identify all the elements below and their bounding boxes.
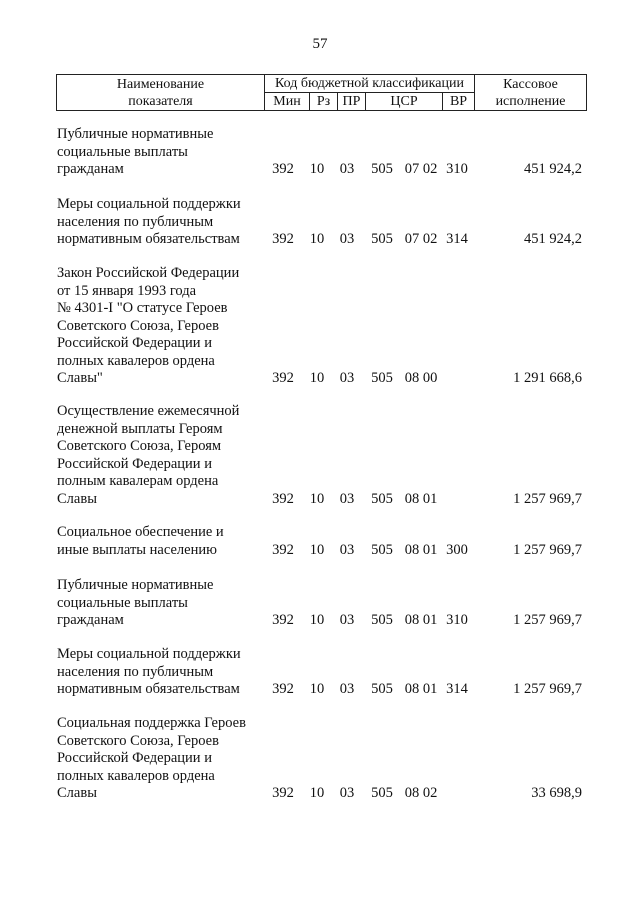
row-csr-program: 505 <box>371 541 393 558</box>
row-name-line: № 4301-I "О статусе Героев <box>57 300 228 316</box>
row-vr-code: 314 <box>446 231 468 247</box>
row-name-line: Публичные нормативные <box>57 577 214 593</box>
row-pr-code: 03 <box>339 161 355 177</box>
row-min-code: 392 <box>272 681 294 697</box>
row-name-line: гражданам <box>57 612 124 628</box>
row-csr-program: 505 <box>371 231 393 247</box>
row-amount: 33 698,9 <box>531 785 582 801</box>
row-name-line: денежной выплаты Героям <box>57 420 223 437</box>
row-csr-item: 08 01 <box>404 681 438 697</box>
row-min-code: 392 <box>272 231 294 247</box>
row-csr-program: 505 <box>371 490 393 507</box>
row-csr-program: 505 <box>371 370 393 386</box>
row-vr-code: 314 <box>446 681 468 697</box>
row-name-line: Меры социальной поддержки <box>57 646 241 662</box>
row-name-line: гражданам <box>57 161 124 177</box>
row-vr-code: 300 <box>446 541 468 558</box>
row-rz-code: 10 <box>309 231 325 247</box>
row-vr-code: 310 <box>446 161 468 177</box>
row-name-line: Социальное обеспечение и <box>57 524 224 540</box>
row-csr-program: 505 <box>371 681 393 697</box>
header-amount-line-1: Кассовое <box>503 76 558 92</box>
row-pr-code: 03 <box>339 231 355 247</box>
row-rz-code: 10 <box>309 785 325 801</box>
row-amount: 1 257 969,7 <box>513 612 582 628</box>
row-csr-program: 505 <box>371 161 393 177</box>
row-name-line: Советского Союза, Героев <box>57 732 219 749</box>
row-name-line: социальные выплаты <box>57 143 188 160</box>
row-name-line: населения по публичным <box>57 213 214 230</box>
row-min-code: 392 <box>272 370 294 386</box>
header-csr: ЦСР <box>366 93 443 111</box>
row-amount: 1 257 969,7 <box>513 681 582 697</box>
row-csr-item: 07 02 <box>404 161 438 177</box>
row-pr-code: 03 <box>339 785 355 801</box>
header-vr: ВР <box>443 93 475 111</box>
row-name-line: социальные выплаты <box>57 594 188 611</box>
row-name-line: Меры социальной поддержки <box>57 196 241 212</box>
row-name-line: Закон Российской Федерации <box>57 265 240 281</box>
row-csr-item: 08 02 <box>404 785 438 801</box>
row-pr-code: 03 <box>339 370 355 386</box>
header-min: Мин <box>265 93 310 111</box>
header-rz: Рз <box>310 93 338 111</box>
row-amount: 451 924,2 <box>524 161 582 177</box>
row-rz-code: 10 <box>309 681 325 697</box>
row-min-code: 392 <box>272 490 294 507</box>
row-pr-code: 03 <box>339 612 355 628</box>
header-amount-column <box>475 75 587 111</box>
row-csr-item: 08 00 <box>404 370 438 386</box>
row-min-code: 392 <box>272 612 294 628</box>
row-name-line: полных кавалеров ордена <box>57 767 215 784</box>
row-name-line: полных кавалеров ордена <box>57 352 215 369</box>
row-amount: 1 257 969,7 <box>513 541 582 558</box>
table-header <box>56 74 587 111</box>
row-name-line: полным кавалерам ордена <box>57 473 219 489</box>
row-min-code: 392 <box>272 785 294 801</box>
row-vr-code: 310 <box>446 612 468 628</box>
row-name-line: Советского Союза, Героям <box>57 438 222 454</box>
row-rz-code: 10 <box>309 370 325 386</box>
page-number: 57 <box>312 36 328 52</box>
row-name-line: Славы" <box>57 370 103 386</box>
header-name-column <box>57 75 265 111</box>
row-pr-code: 03 <box>339 541 355 558</box>
row-name-line: от 15 января 1993 года <box>57 282 197 299</box>
row-amount: 1 291 668,6 <box>513 370 582 386</box>
row-min-code: 392 <box>272 161 294 177</box>
row-amount: 1 257 969,7 <box>513 490 582 507</box>
row-rz-code: 10 <box>309 541 325 558</box>
row-amount: 451 924,2 <box>524 231 582 247</box>
row-rz-code: 10 <box>309 161 325 177</box>
row-rz-code: 10 <box>309 490 325 507</box>
header-amount-line-2: исполнение <box>495 93 566 109</box>
row-name-line: Российской Федерации и <box>57 335 212 351</box>
row-csr-item: 08 01 <box>404 612 438 628</box>
row-name-line: Славы <box>57 490 97 507</box>
row-pr-code: 03 <box>339 681 355 697</box>
row-rz-code: 10 <box>309 612 325 628</box>
row-name-line: Публичные нормативные <box>57 126 214 142</box>
header-name-line-1: Наименование <box>116 76 205 92</box>
row-csr-item: 08 01 <box>404 490 438 507</box>
row-pr-code: 03 <box>339 490 355 507</box>
row-csr-item: 08 01 <box>404 541 438 558</box>
row-name-line: иные выплаты населению <box>57 541 217 558</box>
row-min-code: 392 <box>272 541 294 558</box>
row-name-line: Российской Федерации и <box>57 455 212 472</box>
row-csr-program: 505 <box>371 612 393 628</box>
header-code-group: Код бюджетной классификации <box>265 75 475 93</box>
header-pr: ПР <box>338 93 366 111</box>
row-name-line: Славы <box>57 785 97 801</box>
row-name-line: Российской Федерации и <box>57 750 212 766</box>
row-name-line: нормативным обязательствам <box>57 231 240 247</box>
row-name-line: нормативным обязательствам <box>57 681 240 697</box>
row-name-line: Осуществление ежемесячной <box>57 403 240 419</box>
header-name-line-2: показателя <box>128 93 193 109</box>
row-csr-item: 07 02 <box>404 231 438 247</box>
row-name-line: населения по публичным <box>57 663 214 680</box>
row-name-line: Советского Союза, Героев <box>57 317 219 334</box>
row-name-line: Социальная поддержка Героев <box>57 715 246 731</box>
row-csr-program: 505 <box>371 785 393 801</box>
